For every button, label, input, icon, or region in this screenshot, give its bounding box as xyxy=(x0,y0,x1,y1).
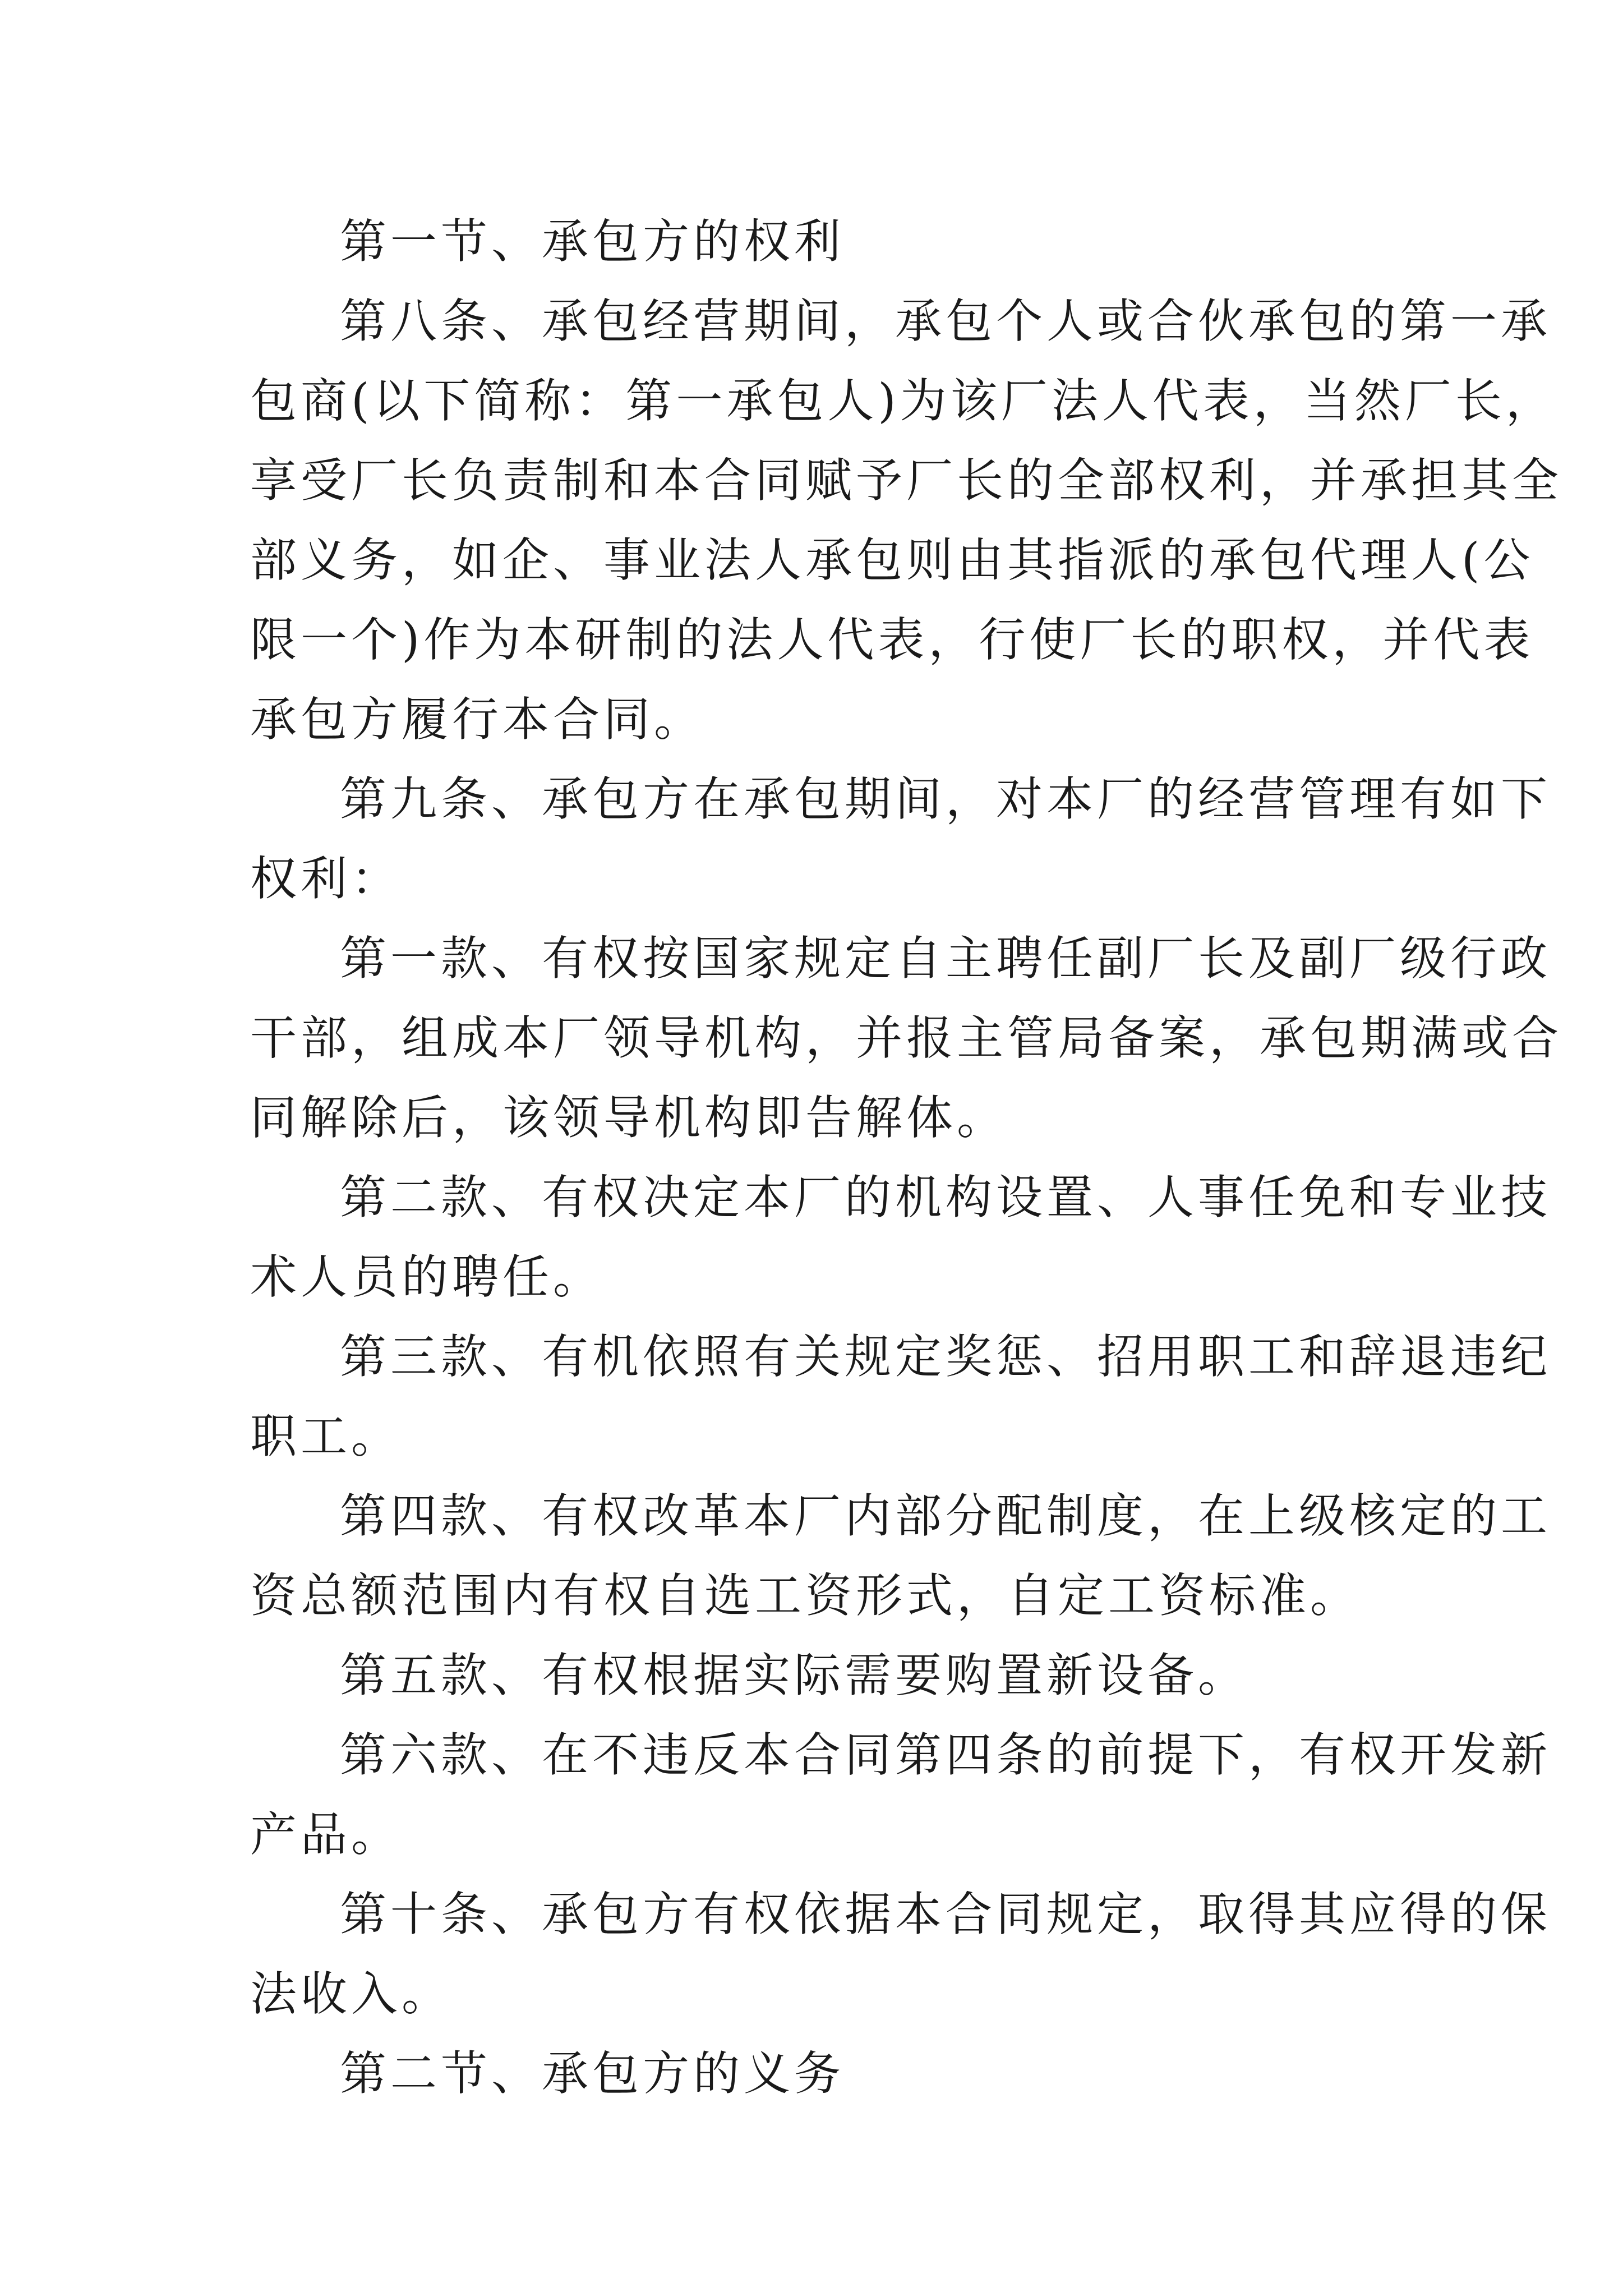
paragraph-line: 第五款、有权根据实际需要购置新设备。 xyxy=(340,1648,1248,1703)
paragraph-line: 限一个)作为本研制的法人代表，行使厂长的职权，并代表 xyxy=(250,613,1534,667)
section-heading-obligations: 第二节、承包方的义务 xyxy=(340,2046,845,2101)
paragraph-line: 职工。 xyxy=(250,1409,402,1464)
paragraph-line: 第二款、有权决定本厂的机构设置、人事任免和专业技 xyxy=(340,1170,1551,1225)
paragraph-line: 第三款、有机依照有关规定奖惩、招用职工和辞退违纪 xyxy=(340,1329,1551,1384)
paragraph-line: 部义务，如企、事业法人承包则由其指派的承包代理人(公 xyxy=(250,533,1534,587)
paragraph-line: 承包方履行本合同。 xyxy=(250,692,704,747)
section-heading-rights: 第一节、承包方的权利 xyxy=(340,214,845,269)
document-body xyxy=(250,202,1562,2114)
paragraph-line: 产品。 xyxy=(250,1807,402,1862)
paragraph-line: 第六款、在不违反本合同第四条的前提下，有权开发新 xyxy=(340,1728,1551,1782)
paragraph-line: 享受厂长负责制和本合同赋予厂长的全部权利，并承担其全 xyxy=(250,453,1562,508)
paragraph-line: 第九条、承包方在承包期间，对本厂的经营管理有如下 xyxy=(340,772,1551,826)
paragraph-line: 包商(以下简称：第一承包人)为该厂法人代表，当然厂长， xyxy=(250,374,1556,428)
paragraph-line: 第四款、有权改革本厂内部分配制度，在上级核定的工 xyxy=(340,1489,1551,1543)
paragraph-line: 权利： xyxy=(250,852,402,906)
paragraph-line: 第十条、承包方有权依据本合同规定，取得其应得的保 xyxy=(340,1887,1551,1941)
paragraph-line: 术人员的聘任。 xyxy=(250,1250,603,1304)
paragraph-line: 干部，组成本厂领导机构，并报主管局备案，承包期满或合 xyxy=(250,1011,1562,1065)
paragraph-line: 第八条、承包经营期间，承包个人或合伙承包的第一承 xyxy=(340,294,1551,348)
paragraph-line: 同解除后，该领导机构即告解体。 xyxy=(250,1091,1007,1145)
paragraph-line: 第一款、有权按国家规定自主聘任副厂长及副厂级行政 xyxy=(340,931,1551,986)
paragraph-line: 资总额范围内有权自选工资形式，自定工资标准。 xyxy=(250,1568,1361,1623)
paragraph-line: 法收入。 xyxy=(250,1967,452,2021)
